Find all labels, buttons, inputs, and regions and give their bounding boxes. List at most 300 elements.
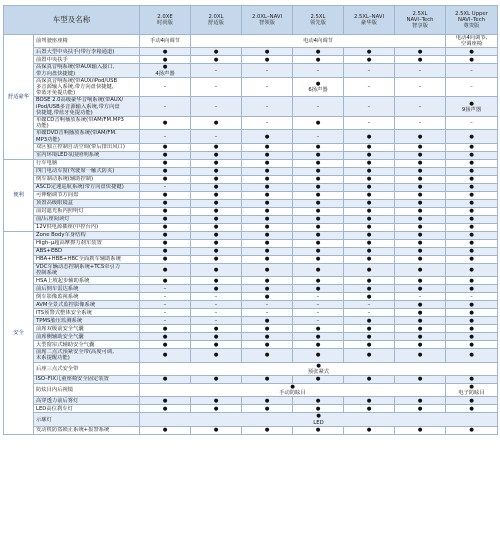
- feature-standard-cell: ●: [293, 277, 344, 285]
- feature-unavailable-cell: –: [140, 97, 191, 117]
- feature-standard-cell: ●: [293, 117, 344, 130]
- feature-unavailable-cell: –: [242, 301, 293, 309]
- table-row: [4, 117, 498, 130]
- feature-standard-cell: ●: [140, 223, 191, 231]
- table-row: [4, 341, 498, 349]
- feature-standard-cell: ●: [446, 333, 498, 341]
- feature-standard-cell: ●: [140, 151, 191, 159]
- feature-unavailable-cell: –: [446, 117, 498, 130]
- feature-standard-cell: ●: [191, 167, 242, 175]
- feature-standard-cell: ●: [242, 159, 293, 167]
- feature-standard-cell: ●: [140, 426, 191, 434]
- feature-standard-cell: ●: [344, 247, 395, 255]
- feature-standard-cell: ●: [395, 199, 446, 207]
- feature-name: 大型窗帘式辅助安全气囊: [34, 341, 140, 349]
- feature-unavailable-cell: –: [242, 97, 293, 117]
- feature-standard-cell: ●: [344, 255, 395, 263]
- feature-unavailable-cell: –: [344, 309, 395, 317]
- feature-standard-cell: ●: [191, 56, 242, 64]
- feature-standard-cell: ●: [344, 159, 395, 167]
- feature-standard-cell: ●: [344, 183, 395, 191]
- feature-standard-cell: ●: [242, 376, 293, 384]
- feature-standard-cell: ●: [344, 231, 395, 239]
- feature-standard-cell: ●: [395, 309, 446, 317]
- table-row: [4, 413, 498, 426]
- feature-standard-cell: ● 4扬声器: [140, 64, 191, 77]
- feature-standard-cell: ●: [446, 317, 498, 325]
- feature-standard-cell: ● LED: [140, 413, 498, 426]
- feature-standard-cell: ●: [293, 285, 344, 293]
- feature-unavailable-cell: –: [344, 117, 395, 130]
- table-row: [4, 199, 498, 207]
- feature-standard-cell: ●: [191, 349, 242, 362]
- feature-standard-cell: ●: [395, 191, 446, 199]
- feature-standard-cell: ●: [446, 239, 498, 247]
- feature-standard-cell: ●: [293, 48, 344, 56]
- feature-unavailable-cell: –: [293, 97, 344, 117]
- feature-standard-cell: ●: [242, 255, 293, 263]
- table-row: [4, 151, 498, 159]
- feature-standard-cell: ●: [344, 151, 395, 159]
- feature-unavailable-cell: –: [293, 317, 344, 325]
- table-header: [4, 6, 498, 35]
- feature-standard-cell: ●: [446, 341, 498, 349]
- feature-standard-cell: ●: [140, 231, 191, 239]
- feature-standard-cell: ●: [191, 159, 242, 167]
- feature-standard-cell: ●: [344, 349, 395, 362]
- feature-name: ASCD定速巡航系统(带方向盘快捷键): [34, 183, 140, 191]
- feature-standard-cell: ●: [395, 207, 446, 215]
- feature-unavailable-cell: –: [293, 64, 344, 77]
- feature-standard-cell: ●: [344, 376, 395, 384]
- feature-standard-cell: ●: [446, 183, 498, 191]
- feature-standard-cell: ●: [446, 199, 498, 207]
- feature-standard-cell: ● 手动防眩目: [140, 384, 446, 397]
- feature-standard-cell: ●: [140, 191, 191, 199]
- feature-unavailable-cell: –: [140, 301, 191, 309]
- feature-standard-cell: ●: [395, 130, 446, 143]
- feature-standard-cell: ●: [446, 48, 498, 56]
- feature-value-cell: 手动4向调节: [140, 35, 191, 48]
- model-header: 2.0XE 时尚版: [140, 6, 191, 35]
- feature-standard-cell: ●: [191, 255, 242, 263]
- feature-unavailable-cell: –: [395, 293, 446, 301]
- table-row: [4, 35, 498, 48]
- feature-standard-cell: ●: [140, 167, 191, 175]
- feature-standard-cell: ●: [446, 207, 498, 215]
- feature-standard-cell: ●: [344, 317, 395, 325]
- feature-standard-cell: ●: [191, 231, 242, 239]
- feature-standard-cell: ●: [293, 191, 344, 199]
- feature-unavailable-cell: –: [344, 301, 395, 309]
- feature-standard-cell: ●: [395, 56, 446, 64]
- feature-standard-cell: ●: [344, 143, 395, 151]
- feature-standard-cell: ●: [293, 183, 344, 191]
- table-row: [4, 167, 498, 175]
- feature-standard-cell: ●: [191, 247, 242, 255]
- table-row: [4, 301, 498, 309]
- model-header: 2.5XL–NAVI 豪华版: [344, 6, 395, 35]
- feature-unavailable-cell: –: [140, 183, 191, 191]
- feature-unavailable-cell: –: [140, 130, 191, 143]
- feature-column-header: 车型及名称: [4, 6, 140, 35]
- feature-standard-cell: ●: [293, 199, 344, 207]
- feature-unavailable-cell: –: [242, 64, 293, 77]
- feature-standard-cell: ●: [191, 48, 242, 56]
- table-row: [4, 384, 498, 397]
- feature-standard-cell: ●: [191, 376, 242, 384]
- feature-unavailable-cell: –: [446, 293, 498, 301]
- table-row: [4, 376, 498, 384]
- feature-standard-cell: ●: [242, 48, 293, 56]
- feature-standard-cell: ●: [344, 333, 395, 341]
- feature-standard-cell: ●: [395, 231, 446, 239]
- feature-standard-cell: ●: [293, 231, 344, 239]
- feature-standard-cell: ●: [140, 48, 191, 56]
- feature-standard-cell: ●: [191, 263, 242, 276]
- table-row: [4, 64, 498, 77]
- feature-standard-cell: ● 6扬声器: [293, 77, 344, 97]
- feature-unavailable-cell: –: [395, 64, 446, 77]
- feature-standard-cell: ●: [395, 426, 446, 434]
- feature-unavailable-cell: –: [395, 117, 446, 130]
- table-row: [4, 247, 498, 255]
- feature-name: 顶置高级眼镜盒: [34, 199, 140, 207]
- table-row: [4, 285, 498, 293]
- table-row: [4, 397, 498, 405]
- feature-standard-cell: ●: [395, 255, 446, 263]
- feature-standard-cell: ●: [395, 405, 446, 413]
- feature-standard-cell: ●: [242, 215, 293, 223]
- feature-name: Zone Body车身结构: [34, 231, 140, 239]
- feature-unavailable-cell: –: [446, 77, 498, 97]
- feature-standard-cell: ●: [446, 151, 498, 159]
- feature-standard-cell: ●: [140, 199, 191, 207]
- feature-standard-cell: ●: [242, 151, 293, 159]
- feature-standard-cell: ●: [344, 175, 395, 183]
- model-header: 2.5XL NAVI–Tech 智享版: [395, 6, 446, 35]
- feature-name: 倒车影像监视系统: [34, 293, 140, 301]
- feature-standard-cell: ●: [242, 167, 293, 175]
- feature-standard-cell: ●: [242, 223, 293, 231]
- feature-name: 双区独立控制自动空调(带后排出风口): [34, 143, 140, 151]
- feature-standard-cell: ●: [344, 397, 395, 405]
- feature-standard-cell: ●: [446, 349, 498, 362]
- feature-standard-cell: ●: [293, 376, 344, 384]
- feature-name: 示廓灯: [34, 413, 140, 426]
- feature-standard-cell: ●: [242, 56, 293, 64]
- table-row: [4, 56, 498, 64]
- table-row: [4, 309, 498, 317]
- feature-standard-cell: ●: [446, 56, 498, 64]
- feature-standard-cell: ●: [191, 333, 242, 341]
- feature-standard-cell: ●: [242, 175, 293, 183]
- feature-unavailable-cell: –: [395, 77, 446, 97]
- feature-name: 后座三点式安全带: [34, 362, 140, 375]
- model-header: 2.5XL Upper NAVI–Tech 尊贵版: [446, 6, 498, 35]
- feature-standard-cell: ●: [395, 175, 446, 183]
- feature-unavailable-cell: –: [140, 77, 191, 97]
- feature-standard-cell: ●: [344, 325, 395, 333]
- feature-standard-cell: ●: [191, 143, 242, 151]
- table-row: [4, 223, 498, 231]
- feature-standard-cell: ●: [140, 349, 191, 362]
- feature-standard-cell: ●: [395, 143, 446, 151]
- feature-unavailable-cell: –: [191, 309, 242, 317]
- feature-unavailable-cell: –: [344, 64, 395, 77]
- table-row: [4, 175, 498, 183]
- feature-standard-cell: ●: [395, 285, 446, 293]
- feature-name: 发动机防盗锁止系统+报警系统: [34, 426, 140, 434]
- feature-standard-cell: ●: [191, 341, 242, 349]
- feature-standard-cell: ●: [395, 48, 446, 56]
- feature-standard-cell: ●: [242, 277, 293, 285]
- feature-standard-cell: ●: [344, 426, 395, 434]
- feature-name: 前置中央扶手: [34, 56, 140, 64]
- feature-standard-cell: ●: [293, 349, 344, 362]
- feature-standard-cell: ●: [446, 277, 498, 285]
- feature-standard-cell: ●: [140, 277, 191, 285]
- feature-standard-cell: ●: [293, 247, 344, 255]
- feature-standard-cell: ●: [446, 215, 498, 223]
- feature-standard-cell: ●: [242, 325, 293, 333]
- feature-standard-cell: ●: [344, 263, 395, 276]
- feature-standard-cell: ●: [395, 239, 446, 247]
- table-row: [4, 215, 498, 223]
- feature-standard-cell: ●: [242, 199, 293, 207]
- feature-standard-cell: ●: [293, 405, 344, 413]
- feature-standard-cell: ●: [293, 239, 344, 247]
- table-row: [4, 255, 498, 263]
- feature-standard-cell: ●: [140, 255, 191, 263]
- feature-standard-cell: ●: [191, 277, 242, 285]
- feature-name: 单碟DVD音响播放系统(带AM/FM. MP3功能): [34, 130, 140, 143]
- feature-standard-cell: ●: [140, 325, 191, 333]
- feature-standard-cell: ●: [344, 191, 395, 199]
- feature-standard-cell: ●: [395, 183, 446, 191]
- feature-standard-cell: ●: [344, 48, 395, 56]
- feature-name: 室内环境LED氛围照明系统: [34, 151, 140, 159]
- feature-standard-cell: ●: [344, 207, 395, 215]
- feature-standard-cell: ●: [242, 405, 293, 413]
- feature-standard-cell: ●: [191, 397, 242, 405]
- feature-name: ISO–FIX儿童座椅安全固定装置: [34, 376, 140, 384]
- feature-standard-cell: ●: [191, 151, 242, 159]
- feature-standard-cell: ●: [344, 341, 395, 349]
- feature-standard-cell: ●: [191, 207, 242, 215]
- feature-standard-cell: ●: [293, 143, 344, 151]
- feature-standard-cell: ●: [242, 397, 293, 405]
- feature-unavailable-cell: –: [293, 293, 344, 301]
- feature-standard-cell: ●: [191, 325, 242, 333]
- feature-standard-cell: ●: [446, 255, 498, 263]
- feature-name: AVM全景式监控影像系统: [34, 301, 140, 309]
- feature-standard-cell: ●: [140, 143, 191, 151]
- feature-standard-cell: ●: [446, 231, 498, 239]
- feature-name: 高穿透力前后雾灯: [34, 397, 140, 405]
- feature-standard-cell: ●: [293, 167, 344, 175]
- feature-standard-cell: ●: [446, 301, 498, 309]
- table-row: [4, 426, 498, 434]
- category-label: 舒适豪华: [4, 35, 34, 160]
- feature-name: BOSE 2.0高级豪华音响系统(带AUX/ iPod/USB多音源输入系统,带方向盘 快捷键,带蓝牙免提功能): [34, 97, 140, 117]
- feature-name: 高保真音响系统(带AUX/iPod/USB 多音源输入系统,带方向盘快捷键, 带蓝牙免提功能): [34, 77, 140, 97]
- feature-name: 前驾驶座座椅: [34, 35, 140, 48]
- feature-standard-cell: ●: [140, 405, 191, 413]
- feature-standard-cell: ●: [293, 341, 344, 349]
- feature-standard-cell: ●: [140, 397, 191, 405]
- feature-standard-cell: ● 预张紧式: [140, 362, 498, 375]
- feature-standard-cell: ●: [344, 239, 395, 247]
- feature-standard-cell: ●: [242, 239, 293, 247]
- feature-standard-cell: ●: [140, 247, 191, 255]
- feature-standard-cell: ●: [395, 341, 446, 349]
- feature-name: VDC车辆动态控制系统+TCS牵引力 控制系统: [34, 263, 140, 276]
- feature-standard-cell: ●: [293, 426, 344, 434]
- category-label: 便利: [4, 159, 34, 231]
- table-row: [4, 293, 498, 301]
- feature-standard-cell: ●: [344, 130, 395, 143]
- table-row: [4, 317, 498, 325]
- feature-standard-cell: ●: [395, 167, 446, 175]
- feature-standard-cell: ●: [191, 183, 242, 191]
- feature-standard-cell: ●: [293, 175, 344, 183]
- feature-standard-cell: ●: [293, 223, 344, 231]
- feature-standard-cell: ●: [446, 167, 498, 175]
- feature-name: 前/后座阅读灯: [34, 215, 140, 223]
- feature-standard-cell: ●: [395, 223, 446, 231]
- feature-unavailable-cell: –: [191, 97, 242, 117]
- feature-standard-cell: ●: [191, 191, 242, 199]
- table-row: [4, 231, 498, 239]
- feature-name: TPMS胎压监测系统: [34, 317, 140, 325]
- feature-standard-cell: ●: [191, 223, 242, 231]
- table-row: [4, 159, 498, 167]
- feature-name: 防炫目内后视镜: [34, 384, 140, 397]
- feature-standard-cell: ●: [446, 405, 498, 413]
- feature-standard-cell: ●: [395, 247, 446, 255]
- feature-standard-cell: ●: [140, 117, 191, 130]
- feature-name: 前席双级前安全气囊: [34, 325, 140, 333]
- feature-standard-cell: ●: [293, 325, 344, 333]
- feature-standard-cell: ●: [395, 277, 446, 285]
- table-row: [4, 207, 498, 215]
- feature-standard-cell: ●: [446, 223, 498, 231]
- feature-standard-cell: ●: [242, 247, 293, 255]
- table-row: [4, 191, 498, 199]
- feature-standard-cell: ●: [395, 263, 446, 276]
- feature-standard-cell: ●: [395, 151, 446, 159]
- feature-standard-cell: ●: [242, 293, 293, 301]
- feature-standard-cell: ●: [344, 215, 395, 223]
- feature-standard-cell: ●: [395, 159, 446, 167]
- feature-standard-cell: ●: [242, 183, 293, 191]
- feature-standard-cell: ●: [140, 376, 191, 384]
- feature-standard-cell: ●: [191, 175, 242, 183]
- feature-standard-cell: ●: [242, 231, 293, 239]
- feature-name: 后置大型中央扶手(带行李箱通道): [34, 48, 140, 56]
- table-row: [4, 77, 498, 97]
- table-row: [4, 130, 498, 143]
- feature-standard-cell: ●: [293, 263, 344, 276]
- feature-standard-cell: ●: [191, 117, 242, 130]
- feature-standard-cell: ●: [293, 397, 344, 405]
- feature-unavailable-cell: –: [242, 309, 293, 317]
- category-label: 安全: [4, 231, 34, 434]
- feature-standard-cell: ●: [395, 376, 446, 384]
- feature-standard-cell: ●: [140, 341, 191, 349]
- feature-standard-cell: ●: [344, 56, 395, 64]
- feature-standard-cell: ●: [446, 426, 498, 434]
- table-row: [4, 277, 498, 285]
- feature-standard-cell: ●: [242, 341, 293, 349]
- feature-name: 倒车制动系统(辅助控制): [34, 175, 140, 183]
- table-row: [4, 239, 498, 247]
- feature-unavailable-cell: –: [140, 309, 191, 317]
- feature-name: LED高位刹车灯: [34, 405, 140, 413]
- feature-unavailable-cell: –: [242, 77, 293, 97]
- feature-value-cell: 电动4向调节, 空调座椅: [446, 35, 498, 48]
- feature-standard-cell: ●: [293, 333, 344, 341]
- feature-standard-cell: ●: [446, 325, 498, 333]
- feature-unavailable-cell: –: [293, 309, 344, 317]
- feature-standard-cell: ●: [191, 199, 242, 207]
- feature-standard-cell: ●: [293, 151, 344, 159]
- feature-unavailable-cell: –: [191, 293, 242, 301]
- feature-name: 行车电脑: [34, 159, 140, 167]
- feature-standard-cell: ●: [344, 285, 395, 293]
- feature-standard-cell: ●: [344, 293, 395, 301]
- feature-unavailable-cell: –: [191, 130, 242, 143]
- feature-standard-cell: ● 电子防眩目: [446, 384, 498, 397]
- feature-standard-cell: ●: [446, 159, 498, 167]
- model-header: 2.5XL 领先版: [293, 6, 344, 35]
- feature-name: 前席二点式预紧安全带(高度可调, 未系提醒功能): [34, 349, 140, 362]
- table-row: [4, 97, 498, 117]
- feature-unavailable-cell: –: [344, 77, 395, 97]
- feature-standard-cell: ●: [293, 56, 344, 64]
- table-row: [4, 48, 498, 56]
- table-row: [4, 263, 498, 276]
- feature-unavailable-cell: –: [242, 117, 293, 130]
- feature-standard-cell: ●: [242, 207, 293, 215]
- feature-standard-cell: ●: [344, 277, 395, 285]
- feature-standard-cell: ●: [395, 325, 446, 333]
- feature-standard-cell: ●: [140, 239, 191, 247]
- feature-standard-cell: ●: [446, 263, 498, 276]
- feature-standard-cell: ●: [242, 333, 293, 341]
- table-row: [4, 333, 498, 341]
- feature-name: 可伸缩调节方向盘: [34, 191, 140, 199]
- table-row: [4, 405, 498, 413]
- feature-standard-cell: ●: [446, 191, 498, 199]
- feature-standard-cell: ●: [191, 239, 242, 247]
- feature-standard-cell: ●: [140, 207, 191, 215]
- feature-name: 前后倒车雷达系统: [34, 285, 140, 293]
- feature-standard-cell: ●: [293, 255, 344, 263]
- feature-standard-cell: ●: [395, 301, 446, 309]
- feature-unavailable-cell: –: [140, 317, 191, 325]
- feature-standard-cell: ●: [140, 215, 191, 223]
- table-row: [4, 143, 498, 151]
- feature-standard-cell: ●: [191, 426, 242, 434]
- feature-name: 单碟CD音响播放系统(带AM/FM.MP3 功能): [34, 117, 140, 130]
- feature-standard-cell: ●: [446, 175, 498, 183]
- feature-standard-cell: ●: [395, 215, 446, 223]
- feature-name: 12V供电源插座(中控台内): [34, 223, 140, 231]
- feature-standard-cell: ●: [140, 56, 191, 64]
- feature-standard-cell: ●: [191, 215, 242, 223]
